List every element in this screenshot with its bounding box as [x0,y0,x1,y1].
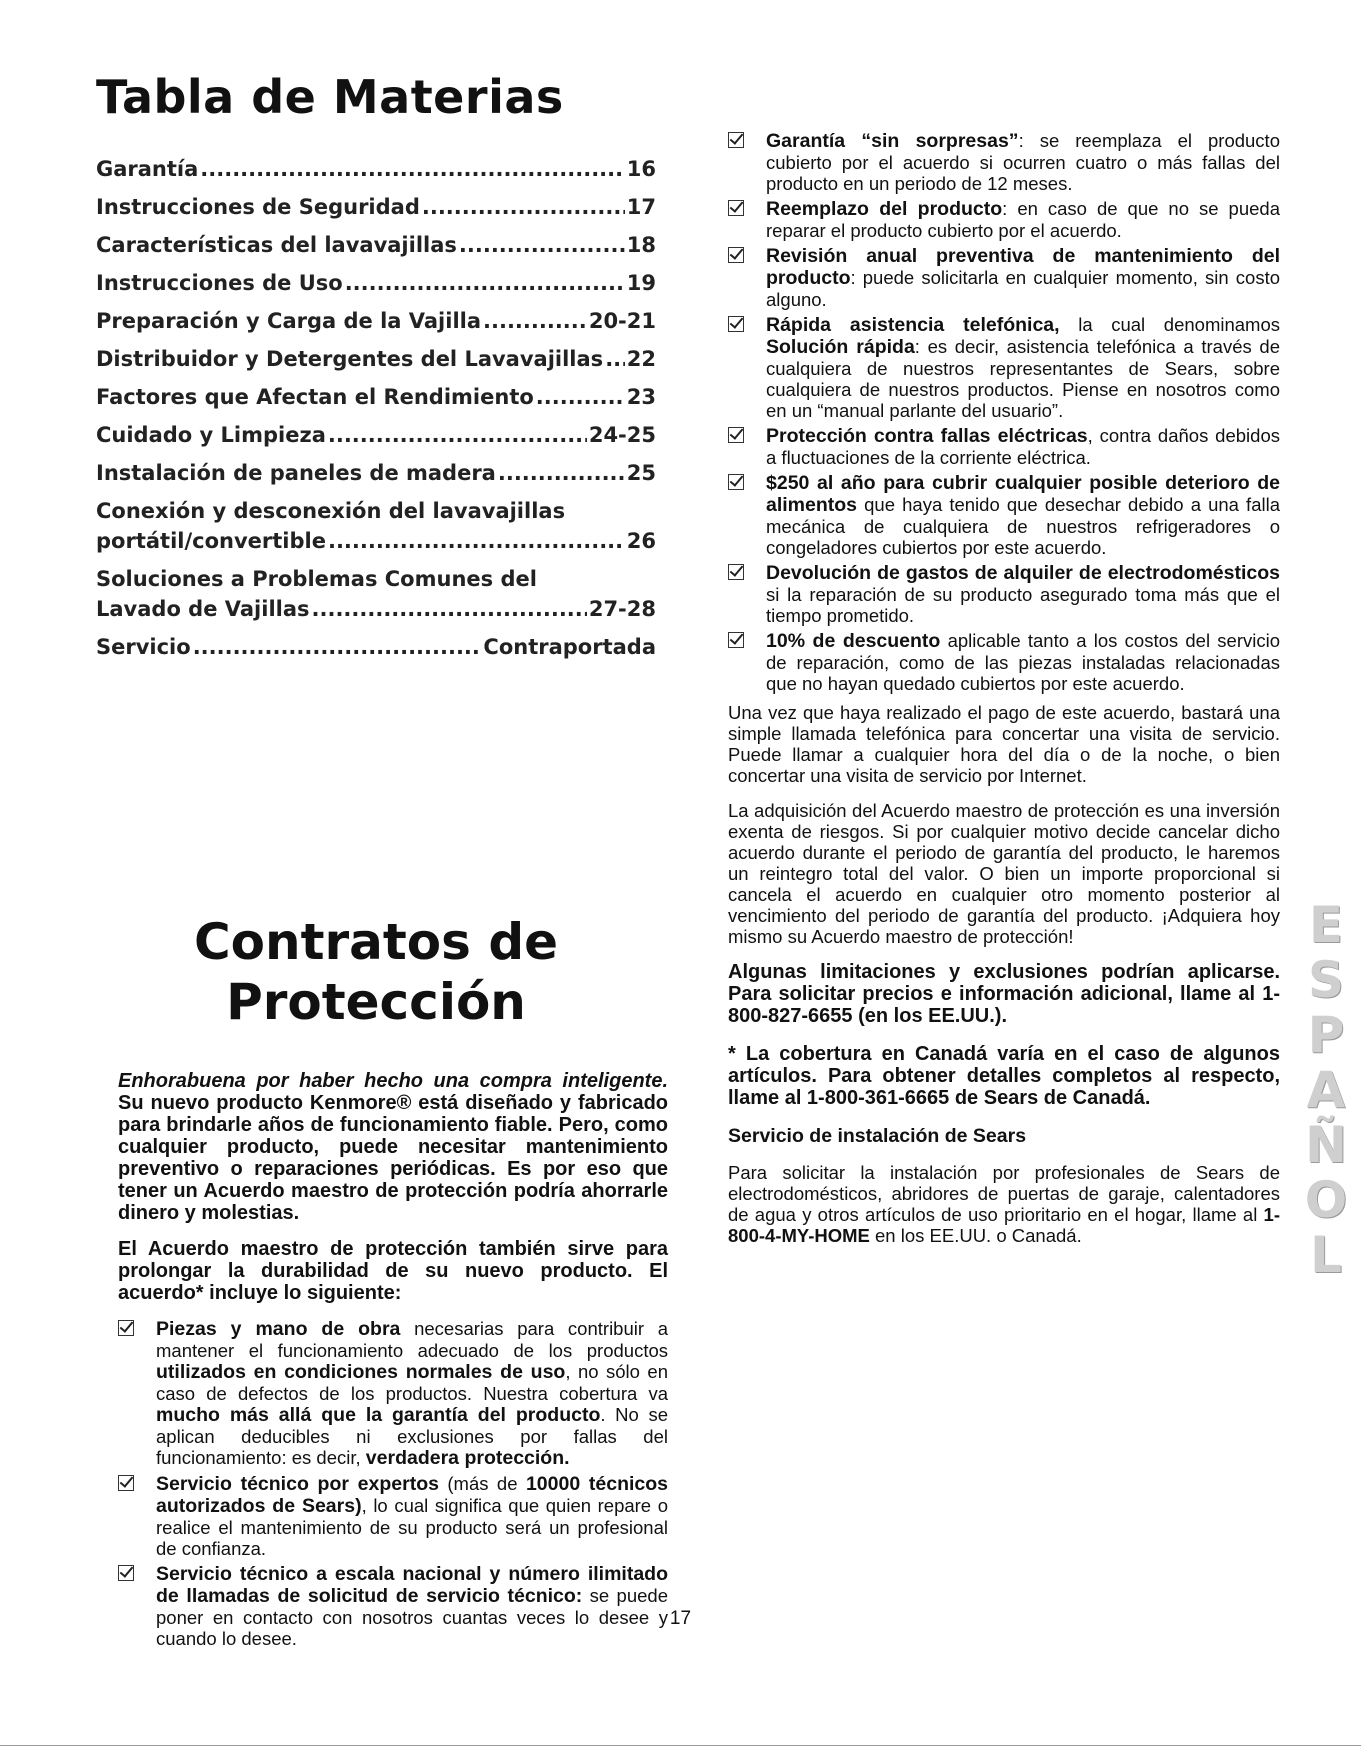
list-item: Servicio técnico a escala nacional y número ilimitado de llamadas de solicitud de servicio técnico: se puede poner en contacto con nosotros cuantas veces lo desee y cuando lo desee. [118,1563,668,1649]
page-number: 17 [669,1608,692,1629]
list-item: Devolución de gastos de alquiler de electrodomésticos si la reparación de su producto asegurado toma más que el tiempo prometido. [728,562,1280,626]
limits-paragraph: Algunas limitaciones y exclusiones podrían aplicarse. Para solicitar precios e información adicional, llame al 1-800-827-6655 (en los EE.UU.). [728,961,1280,1027]
list-item: Reemplazo del producto: en caso de que no se pueda reparar el producto cubierto por el acuerdo. [728,198,1280,241]
toc-item-distribuidor: Distribuidor y Detergentes del Lavavajillas ..... 22 [96,344,656,374]
install-service-paragraph: Para solicitar la instalación por profesionales de Sears de electrodomésticos, abridores de puertas de garaje, calentadores de agua y otros artículos de uso prioritario en el hogar, llame al 1-800-4-MY-HOME en los EE.UU. o Canadá. [728,1162,1280,1246]
checkbox-checked-icon [728,564,744,580]
checkbox-checked-icon [118,1475,134,1491]
contracts-title: Contratos de Protección [193,913,559,1031]
toc-item-preparacion: Preparación y Carga de la Vajilla ..... 20-21 [96,306,656,336]
list-item: Rápida asistencia telefónica, la cual denominamos Solución rápida: es decir, asistencia telefónica a través de cualquiera de nuestros representantes de Sears, sobre cualquiera de nuestros productos. Piense en nosotros como en un “manual parlante del usuario”. [728,314,1280,421]
toc-item-conexion: Conexión y desconexión del lavavajillas portátil/convertible ..... 26 [96,496,656,556]
list-item: Garantía “sin sorpresas”: se reemplaza el producto cubierto por el acuerdo si ocurren cuatro o más fallas del producto en un periodo de 12 meses. [728,130,1280,194]
toc-item-servicio: Servicio ..... Contraportada [96,632,656,662]
toc-item-factores: Factores que Afectan el Rendimiento ..... 23 [96,382,656,412]
left-benefits-list [118,1318,668,1649]
intro-paragraph: Enhorabuena por haber hecho una compra inteligente. Su nuevo producto Kenmore® está diseñado y fabricado para brindarle años de funcionamiento fiable. Pero, como cualquier producto, puede necesitar mantenimiento preventivo o reparaciones periódicas. Es por eso que tener un Acuerdo maestro de protección podría ahorrarle dinero y molestias. [118,1070,668,1224]
list-item: Piezas y mano de obra necesarias para contribuir a mantener el funcionamiento adecuado de los productos utilizados en condiciones normales de uso, no sólo en caso de defectos de los productos. Nuestra cobertura va mucho más allá que la garantía del producto. No se aplican deducibles ni exclusiones por fallas del funcionamiento: es decir, verdadera protección. [118,1318,668,1469]
toc-item-paneles: Instalación de paneles de madera ..... 25 [96,458,656,488]
toc-item-garantia: Garantía ..... 16 [96,154,656,184]
checkbox-checked-icon [728,200,744,216]
toc-item-cuidado: Cuidado y Limpieza ..... 24-25 [96,420,656,450]
durability-paragraph: El Acuerdo maestro de protección también sirve para prolongar la durabilidad de su nuevo producto. El acuerdo* incluye lo siguiente: [118,1238,668,1304]
language-side-tab: E S P A Ñ O L [1304,896,1348,1284]
table-of-contents [96,70,656,670]
checkbox-checked-icon [118,1565,134,1581]
contracts-body-right [728,130,1280,1260]
list-item: Revisión anual preventiva de mantenimiento del producto: puede solicitarla en cualquier momento, sin costo alguno. [728,245,1280,310]
checkbox-checked-icon [728,427,744,443]
footer-divider [0,1745,1361,1746]
checkbox-checked-icon [728,247,744,263]
canada-paragraph: * La cobertura en Canadá varía en el caso de algunos artículos. Para obtener detalles completos al respecto, llame al 1-800-361-6665 de Sears de Canadá. [728,1043,1280,1109]
risk-paragraph: La adquisición del Acuerdo maestro de protección es una inversión exenta de riesgos. Si por cualquier motivo decide cancelar dicho acuerdo durante el periodo de garantía del producto, le haremos un reintegro total del valor. O bien un importe proporcional si cancela el acuerdo en cualquier otro momento posterior al vencimiento del periodo de garantía del producto. ¡Adquiera hoy mismo su Acuerdo maestro de protección! [728,800,1280,947]
checkbox-checked-icon [728,316,744,332]
list-item: $250 al año para cubrir cualquier posible deterioro de alimentos que haya tenido que desechar debido a una falla mecánica de cualquiera de nuestros refrigeradores o congeladores cubiertos por este acuerdo. [728,472,1280,558]
list-item: 10% de descuento aplicable tanto a los costos del servicio de reparación, como de las piezas instaladas relacionadas que no hayan quedado cubiertos por este acuerdo. [728,630,1280,694]
right-benefits-list [728,130,1280,694]
list-item: Protección contra fallas eléctricas, contra daños debidos a fluctuaciones de la corriente eléctrica. [728,425,1280,468]
checkbox-checked-icon [728,474,744,490]
payment-paragraph: Una vez que haya realizado el pago de este acuerdo, bastará una simple llamada telefónica para concertar una visita de servicio. Puede llamar a cualquier hora del día o de la noche, o bien concertar una visita de servicio por Internet. [728,702,1280,786]
contracts-body-left [118,1070,668,1653]
list-item: Servicio técnico por expertos (más de 10000 técnicos autorizados de Sears), lo cual significa que quien repare o realice el mantenimiento de su producto será un profesional de confianza. [118,1473,668,1559]
toc-item-seguridad: Instrucciones de Seguridad ..... 17 [96,192,656,222]
checkbox-checked-icon [728,132,744,148]
install-service-heading: Servicio de instalación de Sears [728,1125,1027,1147]
toc-title: Tabla de Materias [96,70,564,124]
toc-item-soluciones: Soluciones a Problemas Comunes del Lavado de Vajillas ..... 27-28 [96,564,656,624]
toc-item-uso: Instrucciones de Uso ..... 19 [96,268,656,298]
checkbox-checked-icon [728,632,744,648]
toc-list [96,154,656,662]
checkbox-checked-icon [118,1320,134,1336]
toc-item-caracteristicas: Características del lavavajillas ..... 18 [96,230,656,260]
